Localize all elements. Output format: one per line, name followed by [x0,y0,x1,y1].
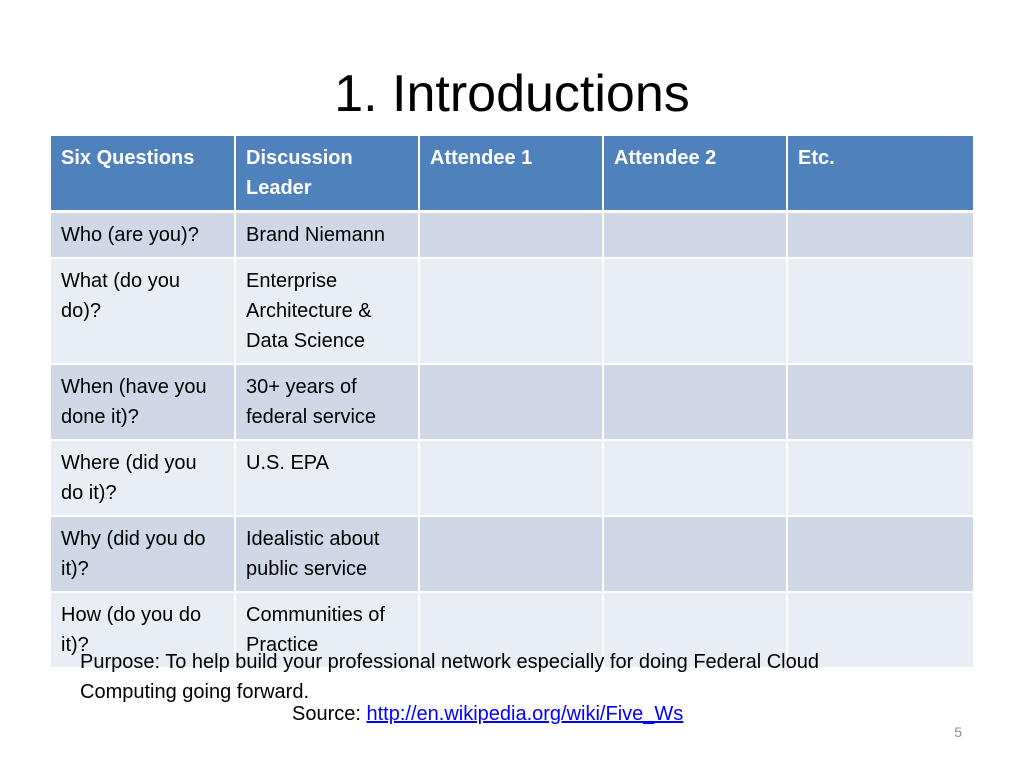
leader-cell: 30+ years of federal service [236,365,420,441]
question-cell: What (do you do)? [51,259,236,365]
leader-cell: Enterprise Architecture & Data Science [236,259,420,365]
etc-cell [788,517,973,593]
slide-number: 5 [954,724,962,740]
leader-cell: Idealistic about public service [236,517,420,593]
table-row [51,365,973,441]
attendee-2-cell [604,517,788,593]
attendee-1-cell [420,259,604,365]
leader-cell: Brand Niemann [236,213,420,259]
leader-cell: U.S. EPA [236,441,420,517]
etc-cell [788,365,973,441]
etc-cell [788,441,973,517]
header-etc: Etc. [788,136,973,213]
header-attendee-1: Attendee 1 [420,136,604,213]
slide-title: 1. Introductions [334,65,690,123]
attendee-2-cell [604,365,788,441]
question-cell: When (have you done it)? [51,365,236,441]
header-six-questions: Six Questions [51,136,236,213]
attendee-1-cell [420,517,604,593]
introductions-table [51,136,973,669]
table-row [51,441,973,517]
etc-cell [788,259,973,365]
purpose-text: Purpose: To help build your professional network especially for doing Federal Cloud Computing going forward. [80,651,819,703]
question-cell: How (do you do it)? [51,593,236,669]
question-cell: Where (did you do it)? [51,441,236,517]
etc-cell [788,213,973,259]
source-label: Source: [292,703,367,725]
source-line [292,700,683,728]
source-link[interactable]: http://en.wikipedia.org/wiki/Five_Ws [366,703,684,725]
question-cell: Who (are you)? [51,213,236,259]
table-row [51,213,973,259]
attendee-2-cell [604,259,788,365]
header-attendee-2: Attendee 2 [604,136,788,213]
leader-cell: Communities of Practice [236,593,420,669]
table-row [51,259,973,365]
table-row [51,517,973,593]
attendee-1-cell [420,441,604,517]
attendee-1-cell [420,365,604,441]
question-cell: Why (did you do it)? [51,517,236,593]
attendee-1-cell [420,213,604,259]
attendee-2-cell [604,441,788,517]
attendee-2-cell [604,213,788,259]
table-header-row [51,136,973,213]
header-discussion-leader: Discussion Leader [236,136,420,213]
